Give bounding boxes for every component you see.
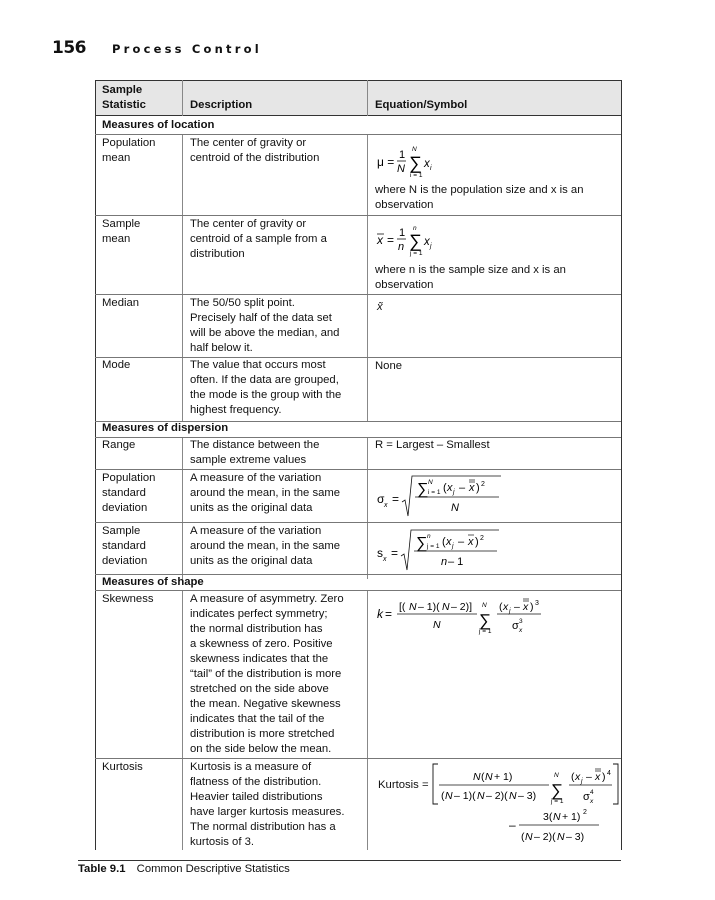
svg-text:x: x [424,158,430,170]
row-description: The normal distribution has a [190,821,336,833]
svg-text:j = 1: j = 1 [479,628,492,635]
row-description: centroid of a sample from a [190,233,327,245]
svg-text:N: N [557,831,565,843]
column-divider [367,134,368,422]
row-divider [95,522,621,523]
svg-text:=: = [391,546,399,560]
svg-text:): ) [602,771,606,783]
svg-text:∑: ∑ [409,231,422,251]
svg-text:– 3): – 3) [518,790,537,802]
svg-text:(: ( [442,536,446,548]
svg-text:– 1: – 1 [448,556,464,568]
row-description: have larger kurtosis measures. [190,806,345,818]
svg-text:–: – [509,818,516,832]
svg-text:∑: ∑ [551,781,564,800]
row-description: Kurtosis is a measure of [190,761,312,773]
kurtosis-equation [431,762,621,848]
section-title-location: Measures of location [102,119,215,131]
svg-text:n: n [398,241,405,253]
svg-text:x: x [523,601,529,613]
svg-text:x: x [503,601,509,613]
skewness-equation [375,596,575,640]
svg-text:N: N [482,602,487,609]
svg-text:+ 1): + 1) [494,771,513,783]
svg-text:1: 1 [399,227,406,239]
svg-text:4: 4 [607,770,611,777]
svg-text:x: x [519,627,523,634]
svg-text:(: ( [521,831,525,843]
svg-text:∑: ∑ [409,153,422,173]
row-statistic: Population [102,472,156,484]
svg-text:x: x [469,482,475,494]
row-statistic: Skewness [102,593,154,605]
svg-text:j: j [509,608,511,615]
svg-text:i = 1: i = 1 [410,172,423,178]
row-description: often. If the data are grouped, [190,374,339,386]
row-description: Heavier tailed distributions [190,791,323,803]
svg-text:x: x [595,771,601,783]
mode-equation: None [375,360,403,372]
svg-text:4: 4 [590,789,594,796]
svg-text:s: s [377,546,383,560]
row-statistic: Sample [102,218,141,230]
svg-text:∑: ∑ [416,535,428,552]
svg-text:n: n [427,533,431,540]
row-description: the mode is the group with the [190,389,342,401]
svg-text:j = 1: j = 1 [410,250,423,257]
page-number: 156 [52,38,86,58]
table-header-row [95,80,621,116]
svg-text:N: N [477,790,485,802]
svg-text:μ =: μ = [377,155,395,169]
row-divider [95,134,621,135]
row-description: The 50/50 split point. [190,297,295,309]
svg-text:n: n [413,225,417,232]
row-description: distribution [190,248,245,260]
table-left-border [95,80,96,850]
svg-text:x: x [590,798,594,805]
svg-text:N: N [525,831,533,843]
column-divider [367,437,368,579]
table-right-border [621,80,622,850]
row-statistic: Mode [102,359,131,371]
median-symbol: x̃ [377,301,383,313]
svg-text:–: – [459,482,466,494]
svg-text:i: i [430,165,432,172]
row-statistic: Median [102,297,140,309]
svg-text:–: – [586,771,592,783]
svg-text:– 3): – 3) [566,831,585,843]
svg-text:x: x [575,771,581,783]
table-bottom-rule [78,860,621,861]
svg-text:2: 2 [481,481,485,488]
running-header [52,38,262,58]
row-statistic: mean [102,233,131,245]
row-description: units as the original data [190,555,313,567]
svg-text:=: = [387,233,395,247]
svg-text:x: x [468,536,474,548]
svg-text:x: x [447,482,453,494]
row-description: skewness indicates that the [190,653,329,665]
row-divider [95,437,621,438]
svg-text:(: ( [499,601,503,613]
row-description: The distance between the [190,439,320,451]
svg-text:[(: [( [399,601,406,613]
svg-text:N: N [451,502,459,514]
row-description: around the mean, in the same [190,487,341,499]
row-divider [95,469,621,470]
svg-text:N: N [428,479,433,486]
row-description: stretched on the side above [190,683,329,695]
row-description: on the side below the mean. [190,743,332,755]
svg-text:N: N [433,619,441,631]
population-mean-note: where N is the population size and x is an [375,184,584,196]
row-statistic: Kurtosis [102,761,143,773]
svg-text:(: ( [443,482,447,494]
svg-text:x: x [424,236,430,248]
population-mean-note: observation [375,199,434,211]
svg-text:–: – [458,536,465,548]
svg-text:x: x [446,536,452,548]
svg-text:σ: σ [377,492,385,506]
column-divider [367,80,368,116]
column-divider [182,437,183,579]
column-header-equation: Equation/Symbol [375,99,468,111]
row-description: the normal distribution has [190,623,323,635]
svg-text:– 2)(: – 2)( [486,790,508,802]
svg-text:k: k [377,607,383,621]
sample-mean-note: where n is the sample size and x is an [375,264,566,276]
svg-text:x: x [383,556,387,563]
row-statistic: standard [102,540,146,552]
svg-text:n: n [441,556,448,568]
svg-text:σ: σ [512,620,519,632]
svg-text:– 1)(: – 1)( [418,601,440,613]
svg-text:2: 2 [480,535,484,542]
svg-text:i = 1: i = 1 [428,489,441,496]
svg-text:): ) [530,601,534,613]
row-description: half below it. [190,342,253,354]
svg-text:x: x [377,233,383,247]
row-statistic: standard [102,487,146,499]
row-description: A measure of the variation [190,525,322,537]
row-description: indicates perfect symmetry; [190,608,328,620]
svg-text:3(: 3( [543,811,553,823]
column-header-statistic: Sample Statistic [102,84,146,111]
row-description: flatness of the distribution. [190,776,322,788]
svg-text:N: N [554,772,559,779]
svg-text:x: x [384,502,388,509]
svg-text:– 2)]: – 2)] [451,601,473,613]
row-description: sample extreme values [190,454,307,466]
row-description: a skewness of zero. Positive [190,638,333,650]
svg-text:3: 3 [535,600,539,607]
svg-text:N: N [553,811,561,823]
row-description: A measure of the variation [190,472,322,484]
sample-mean-note: observation [375,279,434,291]
row-description: distribution is more stretched [190,728,335,740]
table-caption [78,863,290,875]
svg-text:(: ( [571,771,575,783]
row-description: Precisely half of the data set [190,312,332,324]
svg-text:– 1)(: – 1)( [454,790,476,802]
chapter-title: Process Control [112,42,262,56]
population-sd-equation [375,472,515,520]
column-divider [182,80,183,116]
svg-text:j = 1: j = 1 [551,798,564,805]
svg-text:): ) [476,482,480,494]
row-statistic: Population [102,137,156,149]
table-caption-text: Common Descriptive Statistics [136,863,290,875]
svg-text:2: 2 [583,809,587,816]
row-divider [95,294,621,295]
column-header-description: Description [190,99,253,111]
svg-text:+ 1): + 1) [562,811,581,823]
svg-text:– 2)(: – 2)( [534,831,556,843]
svg-text:=: = [392,492,400,506]
svg-text:(: ( [441,790,445,802]
row-description: units as the original data [190,502,313,514]
svg-text:j: j [453,489,455,496]
svg-text:N: N [397,163,405,175]
svg-text:σ: σ [583,791,590,803]
svg-text:): ) [475,536,479,548]
row-description: The value that occurs most [190,359,326,371]
section-title-dispersion: Measures of dispersion [102,422,229,434]
sample-mean-equation [375,222,455,258]
svg-text:(: ( [481,771,485,783]
row-description: centroid of the distribution [190,152,320,164]
row-divider [95,590,621,591]
svg-text:N: N [442,601,450,613]
svg-text:N: N [412,146,417,153]
row-description: will be above the median, and [190,327,340,339]
column-divider [182,590,183,850]
row-description: highest frequency. [190,404,282,416]
section-title-shape: Measures of shape [102,576,204,588]
svg-text:3: 3 [519,618,523,625]
row-description: The center of gravity or [190,137,307,149]
svg-text:j: j [581,778,583,785]
svg-text:j: j [452,543,454,550]
row-divider [95,357,621,358]
row-statistic: deviation [102,555,148,567]
svg-text:=: = [385,607,393,621]
column-divider [182,134,183,422]
row-description: the mean. Negative skewness [190,698,341,710]
svg-text:1: 1 [399,149,406,161]
svg-text:–: – [514,601,520,613]
row-statistic: Range [102,439,136,451]
sample-sd-equation [375,526,515,574]
table-caption-label: Table 9.1 [78,863,126,875]
row-description: indicates that the tail of the [190,713,325,725]
svg-text:j = 1: j = 1 [427,543,440,550]
row-description: The center of gravity or [190,218,307,230]
row-statistic: mean [102,152,131,164]
svg-text:∑: ∑ [417,481,429,498]
row-statistic: deviation [102,502,148,514]
svg-text:∑: ∑ [479,611,492,630]
svg-text:N: N [485,771,493,783]
svg-text:N: N [509,790,517,802]
svg-text:N: N [409,601,417,613]
row-description: A measure of asymmetry. Zero [190,593,344,605]
row-description: around the mean, in the same [190,540,341,552]
row-divider [95,758,621,759]
statistics-table [95,80,621,850]
svg-text:N: N [445,790,453,802]
row-description: kurtosis of 3. [190,836,255,848]
row-statistic: Sample [102,525,141,537]
range-equation: R = Largest – Smallest [375,439,490,451]
svg-text:j: j [430,243,432,250]
row-description: “tail” of the distribution is more [190,668,342,680]
kurtosis-equation-label: Kurtosis = [378,779,429,791]
column-divider [367,590,368,850]
population-mean-equation [375,144,455,178]
svg-text:N: N [473,771,481,783]
row-divider [95,215,621,216]
